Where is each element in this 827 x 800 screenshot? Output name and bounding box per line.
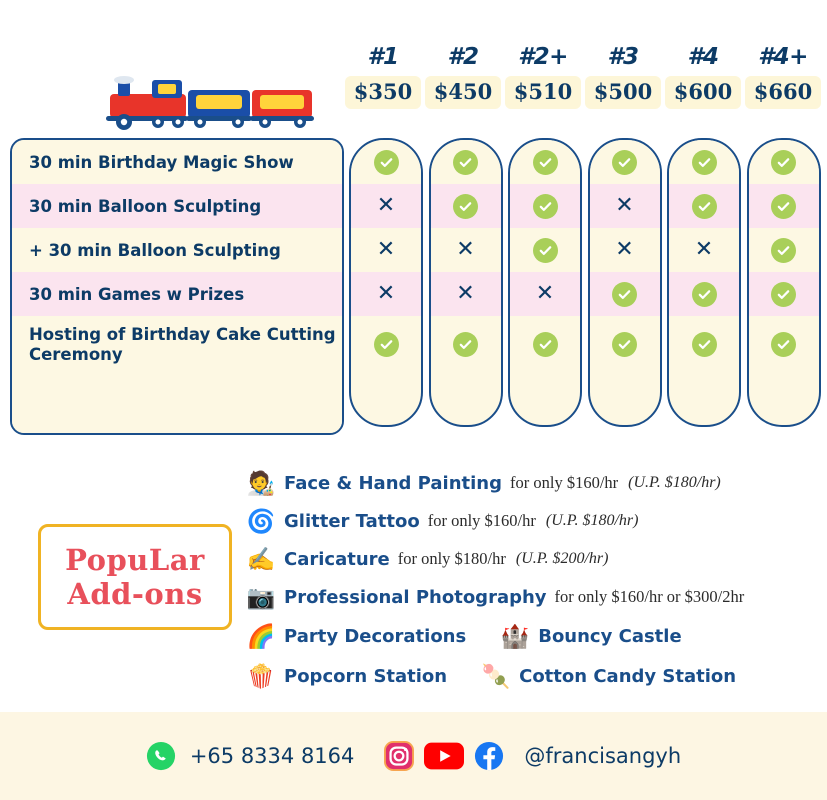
package-column-header: [343, 42, 423, 122]
check-icon: [692, 282, 717, 307]
addon-usual-price: (U.P. $180/hr): [628, 474, 721, 491]
package-value-column: [747, 138, 821, 427]
feature-cell: [749, 316, 819, 373]
feature-cell: [351, 184, 421, 228]
feature-cell: [510, 184, 580, 228]
feature-cell: [590, 184, 660, 228]
cotton-candy-icon: 🍡: [481, 663, 511, 689]
package-name: #2+: [518, 44, 568, 70]
check-icon: [771, 150, 796, 175]
addon-price: for only $160/hr or $300/2hr: [554, 587, 745, 606]
contact-footer: [0, 712, 827, 800]
popular-addons-section: [0, 448, 827, 703]
face-painting-icon: 🧑‍🎨: [246, 470, 276, 496]
feature-cell: [669, 184, 739, 228]
instagram-icon[interactable]: [384, 741, 414, 771]
check-icon: [692, 194, 717, 219]
check-icon: [374, 150, 399, 175]
addon-name: Bouncy Castle: [538, 625, 682, 647]
cross-icon: ✕: [456, 237, 475, 262]
package-value-column: [667, 138, 741, 427]
feature-cell: [669, 316, 739, 373]
check-icon: [612, 282, 637, 307]
feature-cell: [590, 140, 660, 184]
package-value-column: [429, 138, 503, 427]
package-comparison-table: [10, 138, 820, 433]
package-price: $510: [505, 76, 581, 109]
package-value-column: [588, 138, 662, 427]
package-price: $600: [665, 76, 741, 109]
package-name: #2: [447, 44, 479, 70]
feature-cell: [431, 140, 501, 184]
check-icon: [771, 194, 796, 219]
popular-addons-badge: [38, 524, 232, 630]
glitter-tattoo-icon: 🌀: [246, 508, 276, 534]
feature-cell: [749, 184, 819, 228]
cross-icon: ✕: [376, 281, 396, 306]
check-icon: [692, 332, 717, 357]
feature-cell: [351, 140, 421, 184]
addon-name: Professional Photography: [284, 586, 547, 608]
check-icon: [533, 238, 558, 263]
addon-item: [244, 540, 814, 578]
feature-cell: [749, 140, 819, 184]
feature-cell: [351, 228, 421, 272]
feature-cell: [590, 272, 660, 316]
feature-cell: [510, 316, 580, 373]
feature-cell: [351, 272, 421, 316]
addon-name: Popcorn Station: [284, 665, 448, 687]
feature-label-text: 30 min Birthday Magic Show: [29, 152, 294, 172]
feature-cell: [431, 184, 501, 228]
popular-badge-line2: Add-ons: [67, 577, 203, 611]
package-name: #1: [367, 44, 399, 70]
package-name: #4+: [758, 44, 808, 70]
package-price: $450: [425, 76, 501, 109]
feature-label: [12, 316, 342, 373]
addon-name: Face & Hand Painting: [284, 472, 502, 494]
check-icon: [533, 332, 558, 357]
addon-price: for only $180/hr: [397, 549, 506, 568]
rainbow-icon: 🌈: [246, 623, 276, 649]
addon-price: for only $160/hr: [427, 511, 536, 530]
check-icon: [612, 332, 637, 357]
feature-cell: [431, 228, 501, 272]
feature-column-spacer: [12, 373, 342, 433]
cross-icon: ✕: [376, 193, 396, 218]
feature-cell: [590, 228, 660, 272]
whatsapp-icon[interactable]: [146, 741, 176, 771]
popular-badge-line1: PopuLar: [65, 543, 205, 577]
package-column-header: [663, 42, 743, 122]
cross-icon: ✕: [535, 281, 555, 306]
feature-label-text: 30 min Balloon Sculpting: [29, 196, 262, 216]
social-handle: @francisangyh: [524, 744, 682, 768]
feature-cell: [351, 316, 421, 373]
feature-label-text: 30 min Games w Prizes: [29, 284, 245, 304]
feature-cell: [749, 228, 819, 272]
youtube-icon[interactable]: [424, 741, 464, 771]
feature-cell: [510, 140, 580, 184]
addon-item-pair: [244, 656, 814, 696]
feature-label: [12, 228, 342, 272]
camera-icon: 📷: [246, 584, 276, 610]
addon-item: [244, 502, 814, 540]
package-column-header: [423, 42, 503, 122]
check-icon: [771, 332, 796, 357]
cross-icon: ✕: [694, 237, 714, 262]
addon-item-pair: [244, 616, 814, 656]
check-icon: [453, 150, 478, 175]
check-icon: [692, 150, 717, 175]
feature-label-text: + 30 min Balloon Sculpting: [29, 240, 281, 260]
feature-cell: [510, 272, 580, 316]
package-price: $660: [745, 76, 821, 109]
feature-cell: [431, 272, 501, 316]
package-value-column: [508, 138, 582, 427]
check-icon: [771, 238, 796, 263]
package-column-header: [503, 42, 583, 122]
phone-number: +65 8334 8164: [189, 744, 355, 768]
addon-usual-price: (U.P. $200/hr): [515, 550, 609, 567]
package-column-header: [583, 42, 663, 122]
feature-cell: [590, 316, 660, 373]
facebook-icon[interactable]: [474, 741, 504, 771]
cross-icon: ✕: [615, 237, 634, 262]
cross-icon: ✕: [376, 237, 396, 262]
package-column-header: [743, 42, 823, 122]
feature-cell: [510, 228, 580, 272]
package-value-column: [349, 138, 423, 427]
addon-name: Party Decorations: [284, 625, 467, 647]
check-icon: [453, 194, 478, 219]
package-name: #4: [687, 44, 719, 70]
check-icon: [533, 150, 558, 175]
feature-label-text: Hosting of Birthday Cake Cutting Ceremony: [29, 324, 336, 364]
check-icon: [771, 282, 796, 307]
package-price: $350: [345, 76, 421, 109]
package-price: $500: [585, 76, 661, 109]
addon-name: Caricature: [284, 548, 390, 570]
feature-label: [12, 184, 342, 228]
check-icon: [612, 150, 637, 175]
check-icon: [374, 332, 399, 357]
addon-usual-price: (U.P. $180/hr): [545, 512, 639, 529]
castle-icon: 🏰: [500, 623, 530, 649]
addon-list: [244, 464, 814, 696]
feature-cell: [669, 140, 739, 184]
check-icon: [453, 332, 478, 357]
cross-icon: ✕: [615, 193, 634, 218]
check-icon: [533, 194, 558, 219]
cross-icon: ✕: [456, 281, 475, 306]
caricature-icon: ✍: [246, 546, 276, 572]
addon-item: [244, 464, 814, 502]
feature-cell: [669, 228, 739, 272]
feature-label: [12, 140, 342, 184]
train-illustration: [100, 72, 320, 132]
addon-name: Cotton Candy Station: [519, 665, 737, 687]
addon-item: [244, 578, 814, 616]
feature-cell: [749, 272, 819, 316]
popcorn-icon: 🍿: [246, 663, 276, 689]
feature-cell: [669, 272, 739, 316]
feature-label: [12, 272, 342, 316]
feature-label-column: [10, 138, 344, 435]
package-name: #3: [607, 44, 639, 70]
addon-price: for only $160/hr: [510, 473, 619, 492]
package-header-row: [343, 42, 827, 122]
addon-name: Glitter Tattoo: [284, 510, 420, 532]
feature-cell: [431, 316, 501, 373]
